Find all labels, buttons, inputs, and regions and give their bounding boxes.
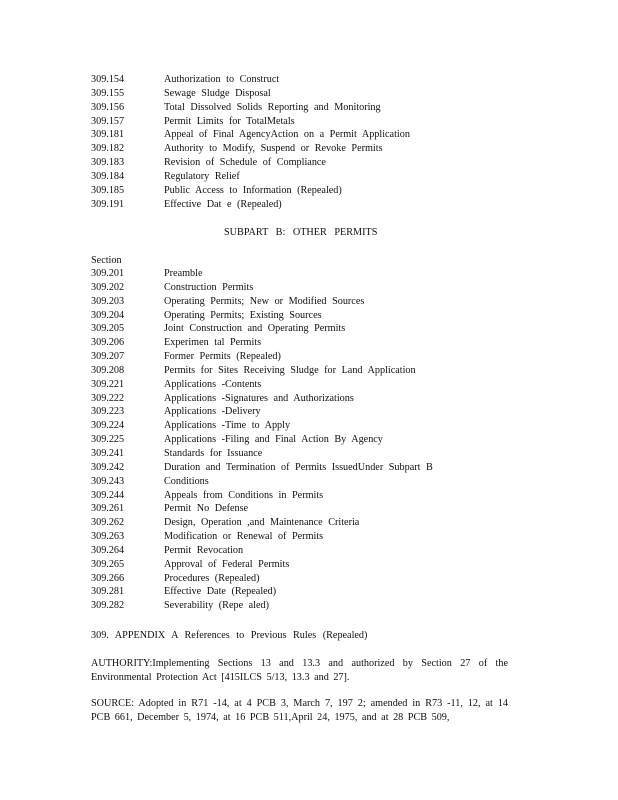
section-title: Severability (Repe aled)	[164, 600, 270, 612]
section-title: Applications -Time to Apply	[164, 420, 291, 432]
toc-row	[91, 475, 521, 489]
toc-row	[91, 489, 521, 503]
toc-row	[91, 599, 521, 613]
toc-row	[91, 544, 521, 558]
section-number: 309.282	[91, 600, 125, 612]
section-number: 309.191	[91, 198, 125, 210]
toc-row	[91, 350, 521, 364]
toc-row	[91, 281, 521, 295]
toc-row	[91, 309, 521, 323]
toc-row	[91, 447, 521, 461]
section-number: 309.242	[91, 461, 125, 473]
section-title: Duration and Termination of Permits IssuedUnder Subpart B	[164, 461, 433, 473]
section-title: Operating Permits; Existing Sources	[164, 309, 322, 321]
toc-row	[91, 128, 521, 142]
toc-row	[91, 572, 521, 586]
section-title: Applications -Contents	[164, 378, 262, 390]
toc-row	[91, 433, 521, 447]
toc-row	[91, 364, 521, 378]
section-number: 309.224	[91, 420, 125, 432]
section-title: Sewage Sludge Disposal	[164, 87, 271, 99]
authority-paragraph: AUTHORITY:Implementing Sections 13 and 13.3 and authorized by Section 27 of the Environmental Protection Act [415ILCS 5/13, 13.3 and 27].	[91, 658, 508, 683]
section-number: 309.262	[91, 517, 125, 529]
section-number: 309.281	[91, 586, 125, 598]
section-title: Regulatory Relief	[164, 170, 240, 182]
section-title: Operating Permits; New or Modified Sources	[164, 295, 365, 307]
section-number: 309.264	[91, 544, 125, 556]
section-title: Revision of Schedule of Compliance	[164, 157, 326, 169]
section-title: Design, Operation ,and Maintenance Criteria	[164, 517, 360, 529]
section-number: 309.182	[91, 143, 125, 155]
toc-row	[91, 516, 521, 530]
section-number: 309.185	[91, 184, 125, 196]
section-title: Public Access to Information (Repealed)	[164, 184, 342, 196]
section-number: 309.155	[91, 87, 125, 99]
toc-row	[91, 115, 521, 129]
section-title: Applications -Delivery	[164, 406, 261, 418]
appendix-line: 309. APPENDIX A References to Previous Rules (Repealed)	[91, 630, 368, 641]
section-number: 309.266	[91, 572, 125, 584]
section-title: Appeal of Final AgencyAction on a Permit Application	[164, 129, 410, 141]
section-title: Total Dissolved Solids Reporting and Monitoring	[164, 101, 381, 113]
toc-row	[91, 295, 521, 309]
section-number: 309.201	[91, 268, 125, 279]
section-title: Effective Date (Repealed)	[164, 586, 277, 598]
toc-row	[91, 461, 521, 475]
toc-row	[91, 419, 521, 433]
section-title: Procedures (Repealed)	[164, 572, 260, 584]
toc-row	[91, 142, 521, 156]
section-number: 309.241	[91, 447, 125, 459]
section-title: Preamble	[164, 268, 203, 279]
section-number: 309.243	[91, 475, 125, 487]
toc-row	[91, 184, 521, 198]
section-title: Conditions	[164, 475, 209, 487]
toc-row	[91, 87, 521, 101]
source-paragraph: SOURCE: Adopted in R71 -14, at 4 PCB 3, March 7, 197 2; amended in R73 -11, 12, at 14 PCB 661, December 5, 1974, at 16 PCB 511,April 24, 1975, and at 28 PCB 509,	[91, 698, 508, 723]
toc-row	[91, 322, 521, 336]
toc-row	[91, 392, 521, 406]
section-number: 309.225	[91, 434, 125, 446]
toc-row	[91, 336, 521, 350]
section-title: Approval of Federal Permits	[164, 558, 290, 570]
section-number: 309.156	[91, 101, 125, 113]
section-number: 309.181	[91, 129, 125, 141]
section-title: Joint Construction and Operating Permits	[164, 323, 346, 335]
toc-row	[91, 267, 521, 281]
section-number: 309.154	[91, 74, 125, 85]
section-number: 309.184	[91, 170, 125, 182]
section-number: 309.206	[91, 337, 125, 349]
subpart-heading: SUBPART B: OTHER PERMITS	[224, 227, 378, 238]
toc-row	[91, 156, 521, 170]
section-number: 309.208	[91, 364, 125, 376]
toc-top	[91, 73, 521, 211]
section-title: Construction Permits	[164, 281, 254, 293]
section-title: Standards for Issuance	[164, 447, 263, 459]
section-title: Appeals from Conditions in Permits	[164, 489, 324, 501]
section-title: Permit Limits for TotalMetals	[164, 115, 295, 127]
section-label: Section	[91, 255, 122, 266]
section-title: Former Permits (Repealed)	[164, 351, 281, 363]
section-number: 309.203	[91, 295, 125, 307]
section-title: Modification or Renewal of Permits	[164, 531, 324, 543]
section-number: 309.157	[91, 115, 125, 127]
toc-row	[91, 170, 521, 184]
section-number: 309.263	[91, 531, 125, 543]
section-number: 309.261	[91, 503, 125, 515]
section-number: 309.223	[91, 406, 125, 418]
toc-row	[91, 585, 521, 599]
toc-row	[91, 405, 521, 419]
section-title: Applications -Filing and Final Action By Agency	[164, 434, 383, 446]
section-title: Permit No Defense	[164, 503, 249, 515]
section-number: 309.222	[91, 392, 125, 404]
section-title: Authorization to Construct	[164, 74, 280, 85]
section-number: 309.265	[91, 558, 125, 570]
section-number: 309.221	[91, 378, 125, 390]
section-number: 309.244	[91, 489, 125, 501]
section-title: Permits for Sites Receiving Sludge for Land Application	[164, 364, 416, 376]
section-title: Authority to Modify, Suspend or Revoke Permits	[164, 143, 383, 155]
section-number: 309.183	[91, 157, 125, 169]
toc-row	[91, 502, 521, 516]
section-number: 309.205	[91, 323, 125, 335]
toc-subpart-b	[91, 267, 521, 613]
section-number: 309.202	[91, 281, 125, 293]
toc-row	[91, 558, 521, 572]
section-title: Effective Dat e (Repealed)	[164, 198, 282, 210]
toc-row	[91, 198, 521, 212]
section-title: Experimen tal Permits	[164, 337, 262, 349]
toc-row	[91, 73, 521, 87]
toc-row	[91, 101, 521, 115]
section-number: 309.207	[91, 351, 125, 363]
toc-row	[91, 378, 521, 392]
section-title: Permit Revocation	[164, 544, 244, 556]
section-title: Applications -Signatures and Authorizations	[164, 392, 354, 404]
section-number: 309.204	[91, 309, 125, 321]
toc-row	[91, 530, 521, 544]
